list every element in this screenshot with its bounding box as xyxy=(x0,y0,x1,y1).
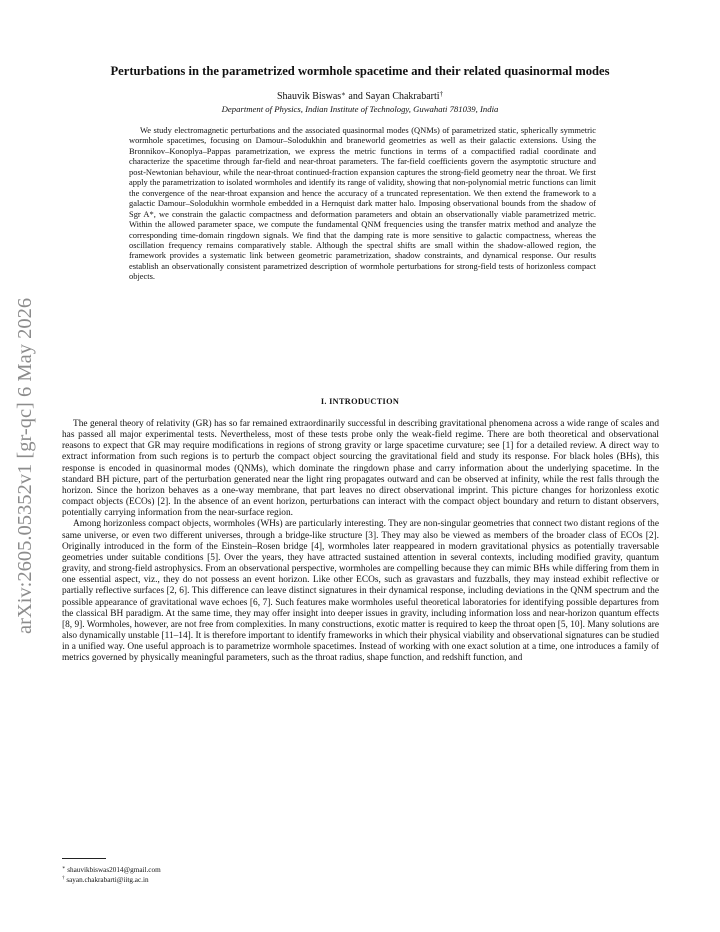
footnote-mark: ∗ xyxy=(62,866,66,871)
paragraph: The general theory of relativity (GR) has so far remained extraordinarily successful in describing gravitational phenomena across a wide range of scales and has passed all major experimental tests. Nevertheless, most of these tests probe only the weak-field regime. There are both theoretical and observational reasons to expect that GR may require modifications in regions of strong gravity or large spacetime curvature; see [1] for a detailed review. A direct way to extract information from such regions is to perturb the compact object sourcing the gravitational field and study its response. For black holes (BHs), this response is encoded in quasinormal modes (QNMs), which dominate the ringdown phase and carry information about the underlying spacetime. In the standard BH picture, part of the perturbation generated near the light ring propagates outward and can be observed at infinity, while the rest falls through the horizon. Since the horizon behaves as a one-way membrane, that part leaves no direct observational imprint. This picture changes for horizonless exotic compact objects (ECOs) [2]. In the absence of an event horizon, perturbations can interact with the compact object boundary and return to distant observers, potentially carrying information from the near-surface region. xyxy=(62,419,659,519)
footnote-mark: † xyxy=(439,90,444,98)
section-heading: I. INTRODUCTION xyxy=(320,397,400,406)
footnotes xyxy=(62,865,161,885)
body-text xyxy=(62,419,659,664)
abstract: We study electromagnetic perturbations and the associated quasinormal modes (QNMs) of parametrized static, spherically symmetric wormhole spacetimes, focusing on Damour–Solodukhin and braneworld geometries as well as their galactic extensions. Using the Bronnikov–Konoplya–Pappas parametrization, we express the metric functions in terms of a compactified radial coordinate and characterize the spacetime through far-field and near-throat parameters. The far-field coefficients govern the asymptotic structure and post-Newtonian behaviour, while the near-throat continued-fraction expansion captures the strong-field geometry near the throat. We first apply the parametrization to isolated wormholes and identify its range of validity, showing that non-polynomial metric functions can limit the convergence of the near-throat expansion and hence the accuracy of a truncated representation. We then extend the framework to a galactic Damour–Solodukhin wormhole embedded in a Hernquist dark matter halo. Imposing observational bounds from the shadow of Sgr A*, we constrain the galactic compactness and deformation parameters and obtain an observationally viable parametrized metric. Within the allowed parameter space, we compute the fundamental QNM frequencies using the transfer matrix method and analyze the corresponding time-domain ringdown signals. We find that the damping rate is more sensitive to galactic compactness, whereas the oscillation frequency remains comparatively stable. Although the spectral shifts are small within the shadow-allowed region, the framework provides a systematic link between geometric parametrization, shadow constraints, and dynamical response. Our results establish an observationally consistent parametrized description of wormhole perturbations for strong-field tests of horizonless compact objects. xyxy=(129,125,596,282)
arxiv-identifier: arXiv:2605.05352v1 [gr-qc] 6 May 2026 xyxy=(14,297,36,635)
footnote xyxy=(62,875,161,885)
affiliation: Department of Physics, Indian Institute of Technology, Guwahati 781039, India xyxy=(221,104,499,114)
author-name: Shauvik Biswas xyxy=(276,91,342,102)
footnote-mark: ∗ xyxy=(341,90,346,98)
author-line xyxy=(60,91,660,103)
footnote xyxy=(62,865,161,875)
paragraph: Among horizonless compact objects, wormholes (WHs) are particularly interesting. They are non-singular geometries that connect two distant regions of the same universe, or even two different universes, through a bridge-like structure [3]. They may also be viewed as members of the broader class of ECOs [2]. Originally introduced in the form of the Einstein–Rosen bridge [4], wormholes later reappeared in modern gravitational physics as potentially traversable geometries under suitable conditions [5]. Over the years, they have attracted sustained attention in several contexts, including modified gravity, quantum gravity, and strong-field astrophysics. From an observational perspective, wormholes are compelling because they can mimic BHs while differing from them in one essential aspect, viz., they do not possess an event horizon. Like other ECOs, such as gravastars and fuzzballs, they may instead exhibit reflective or partially reflective surfaces [2, 6]. This difference can leave distinct signatures in their dynamical response, including deviations in the QNM spectrum and the possible appearance of gravitational wave echoes [6, 7]. Such features make wormholes useful theoretical laboratories for identifying possible departures from the classical BH paradigm. At the same time, they may offer insight into deeper issues in gravity, including information loss and near-horizon quantum effects [8, 9]. Wormholes, however, are not free from complexities. In many constructions, exotic matter is required to keep the throat open [5, 10]. Many solutions are also dynamically unstable [11–14]. It is therefore important to identify frameworks in which their physical viability and observational signatures can be studied in a unified way. One useful approach is to parametrize wormhole spacetimes. Instead of working with one exact solution at a time, one introduces a family of metrics governed by physically meaningful parameters, such as the throat radius, shape function, and redshift function, and xyxy=(62,519,659,664)
footnote-mark: † xyxy=(62,876,65,881)
footnote-email: shauvikbiswas2014@gmail.com xyxy=(67,866,161,874)
footnote-rule xyxy=(62,858,106,859)
paper-title: Perturbations in the parametrized wormhole spacetime and their related quasinormal modes xyxy=(110,64,610,78)
author-separator: and xyxy=(345,91,366,102)
author-name: Sayan Chakrabarti xyxy=(365,91,440,102)
footnote-email: sayan.chakrabarti@iitg.ac.in xyxy=(66,876,149,884)
